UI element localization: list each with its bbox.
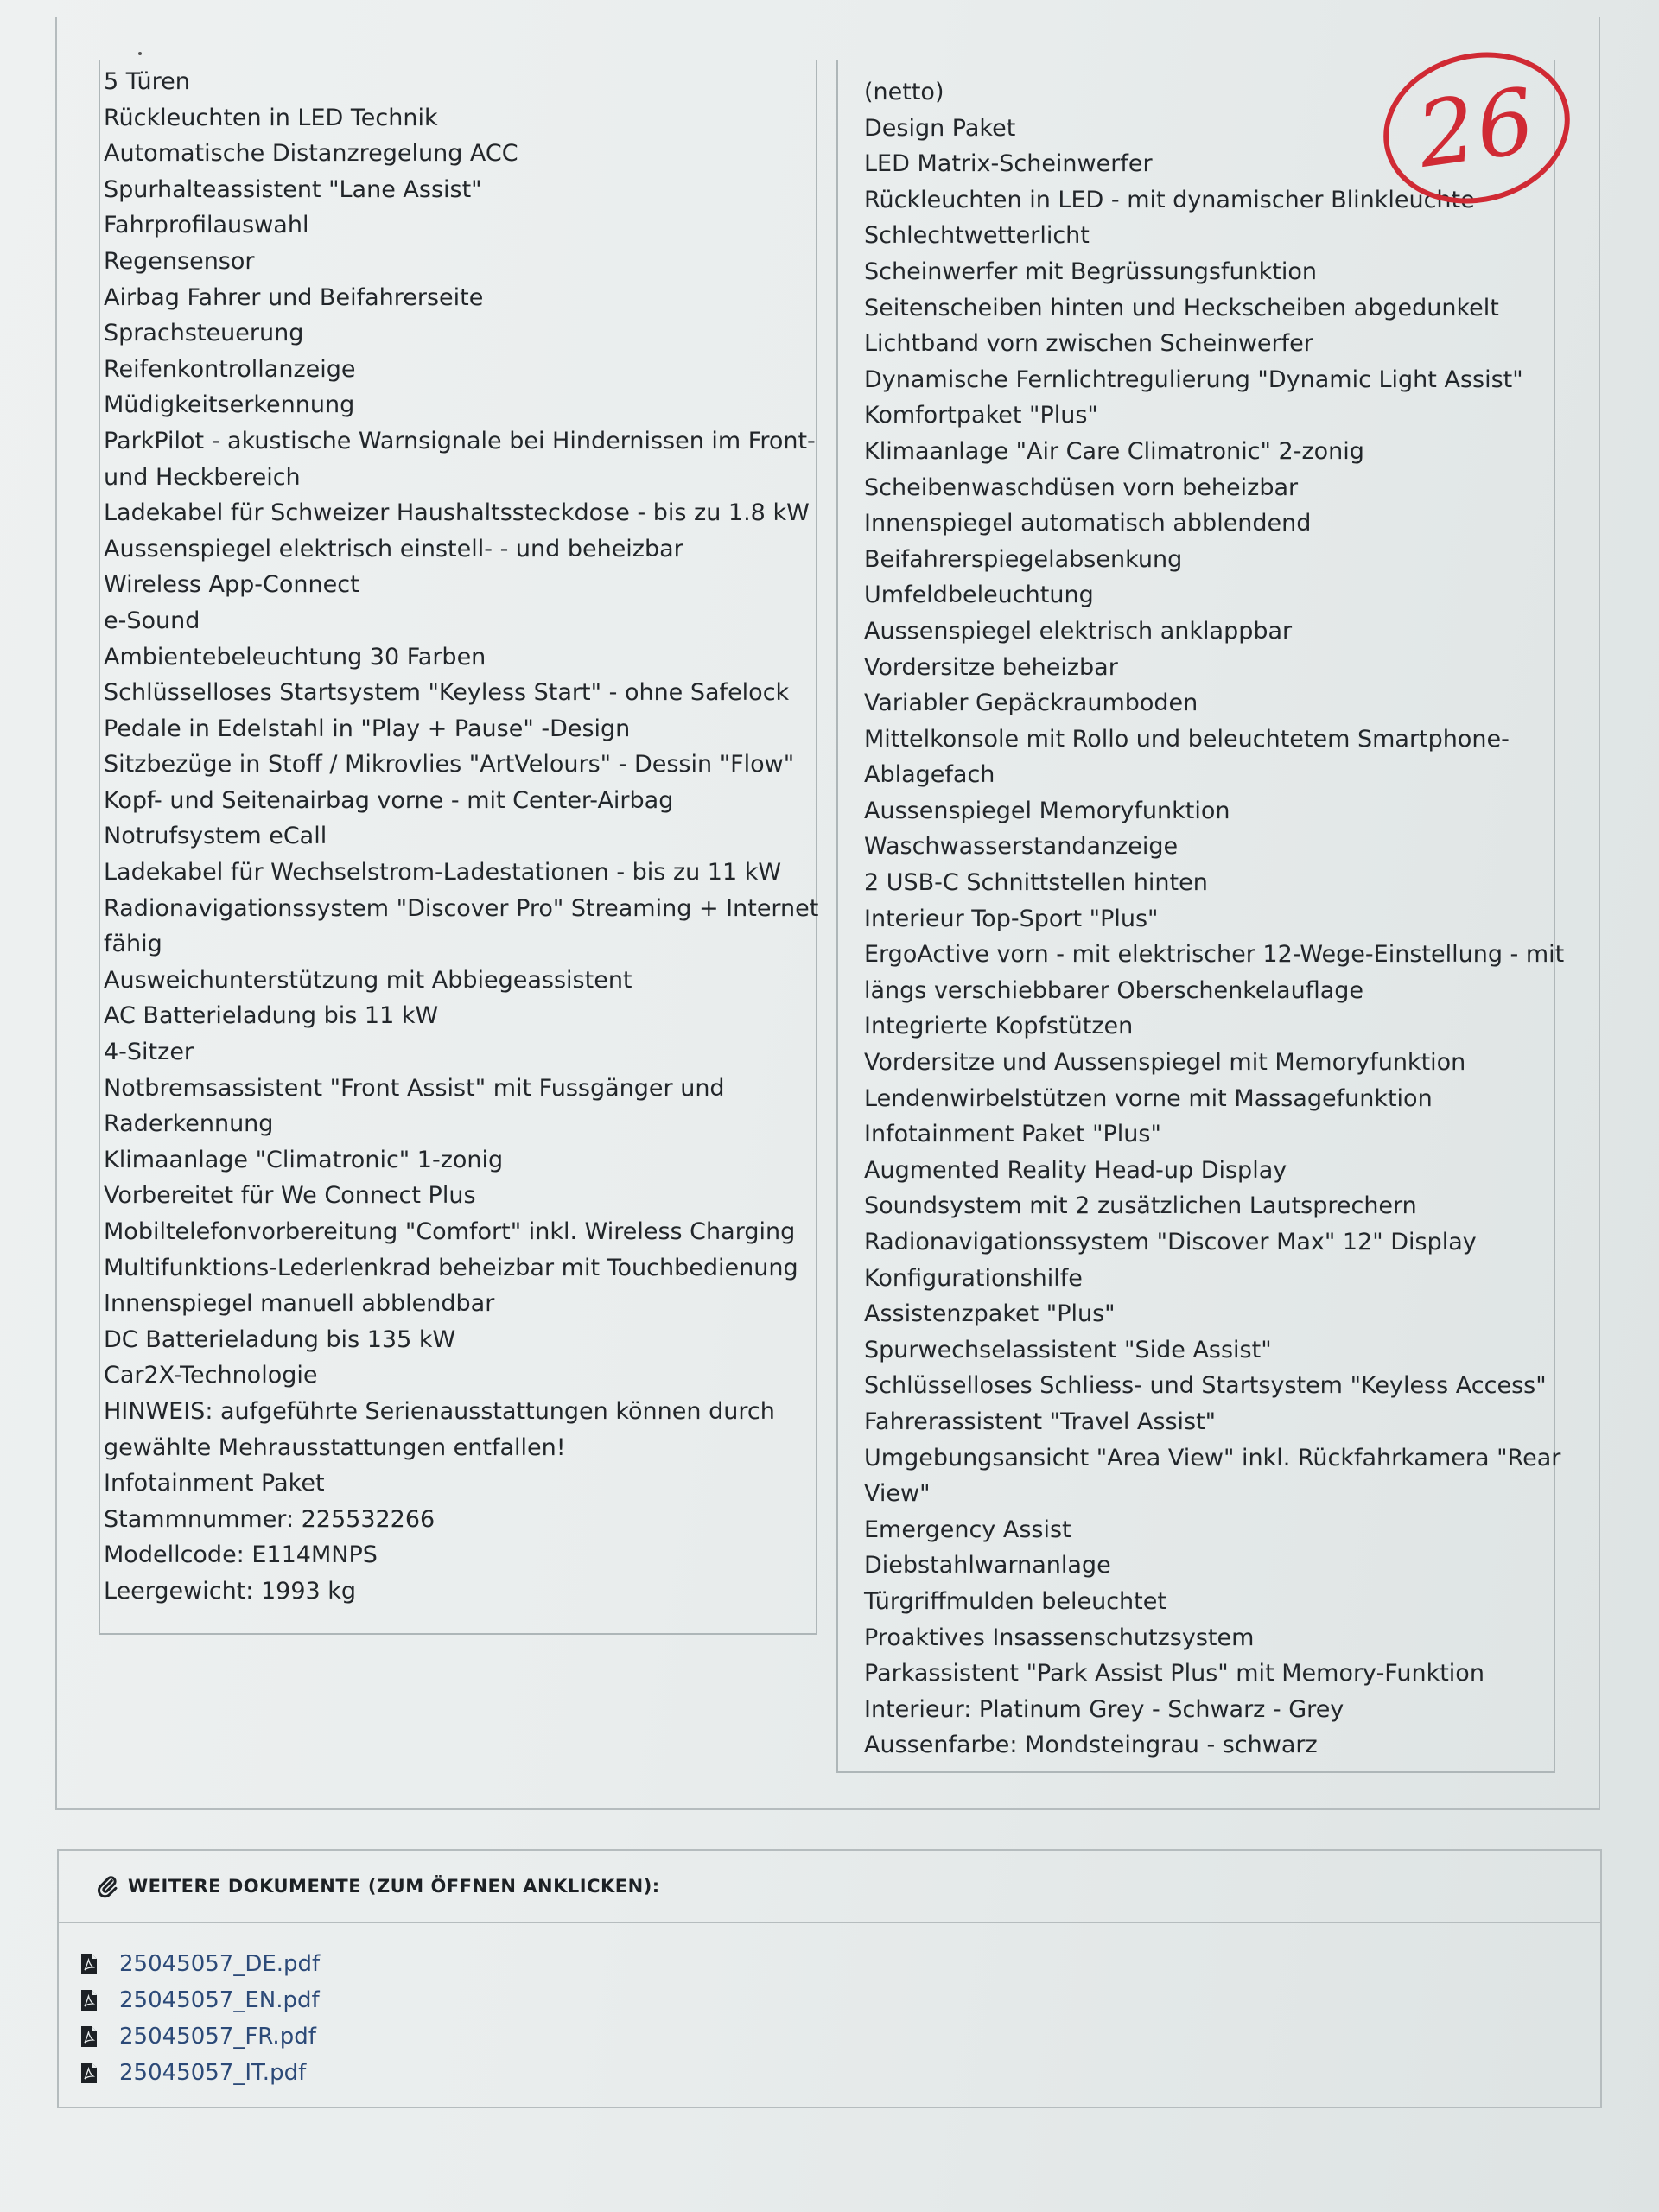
equipment-item: Ablagefach — [864, 761, 995, 789]
equipment-item: Schlüsselloses Startsystem "Keyless Start" - ohne Safelock — [104, 679, 790, 707]
equipment-item: LED Matrix-Scheinwerfer — [864, 150, 1153, 178]
documents-title: WEITERE DOKUMENTE (ZUM ÖFFNEN ANKLICKEN): — [128, 1876, 660, 1897]
equipment-item: Mobiltelefonvorbereitung "Comfort" inkl. Wireless Charging — [104, 1218, 796, 1245]
equipment-item: Notrufsystem eCall — [104, 823, 327, 850]
equipment-item: Infotainment Paket "Plus" — [864, 1121, 1161, 1148]
equipment-item: Komfortpaket "Plus" — [864, 402, 1098, 429]
equipment-item: Müdigkeitserkennung — [104, 391, 355, 419]
equipment-item: Innenspiegel manuell abblendbar — [104, 1290, 495, 1318]
equipment-item: Pedale in Edelstahl in "Play + Pause" -Design — [104, 715, 631, 742]
equipment-item: Vordersitze beheizbar — [864, 653, 1118, 681]
equipment-item: HINWEIS: aufgeführte Serienausstattungen können durch — [104, 1397, 775, 1425]
equipment-item: Aussenfarbe: Mondsteingrau - schwarz — [864, 1732, 1318, 1759]
equipment-item: Beifahrerspiegelabsenkung — [864, 545, 1183, 573]
equipment-item: Lichtband vorn zwischen Scheinwerfer — [864, 330, 1313, 358]
equipment-item: Fahrprofilauswahl — [104, 212, 309, 239]
equipment-item: Aussenspiegel elektrisch einstell- - und beheizbar — [104, 535, 683, 563]
document-item — [79, 1982, 1600, 2018]
equipment-item: Diebstahlwarnanlage — [864, 1552, 1111, 1580]
equipment-item: Ladekabel für Wechselstrom-Ladestationen - bis zu 11 kW — [104, 859, 782, 887]
equipment-item: AC Batterieladung bis 11 kW — [104, 1002, 439, 1030]
equipment-item: Dynamische Fernlichtregulierung "Dynamic Light Assist" — [864, 365, 1523, 393]
standard-equipment-list — [100, 64, 819, 1610]
equipment-item: DC Batterieladung bis 135 kW — [104, 1325, 456, 1353]
document-item — [79, 1946, 1600, 1982]
document-link[interactable]: 25045057_EN.pdf — [119, 1987, 320, 2013]
equipment-item: Schlüsselloses Schliess- und Startsystem "Keyless Access" — [864, 1372, 1547, 1400]
equipment-item: 2 USB-C Schnittstellen hinten — [864, 869, 1208, 897]
equipment-item: Stammnummer: 225532266 — [104, 1505, 435, 1533]
equipment-item: Infotainment Paket — [104, 1470, 325, 1497]
equipment-item: Innenspiegel automatisch abblendend — [864, 510, 1312, 537]
equipment-item: Sprachsteuerung — [104, 320, 304, 347]
standard-equipment-column — [99, 60, 817, 1635]
equipment-item: Konfigurationshilfe — [864, 1264, 1083, 1292]
equipment-item: Interieur: Platinum Grey - Schwarz - Grey — [864, 1695, 1344, 1723]
equipment-item: Soundsystem mit 2 zusätzlichen Lautsprechern — [864, 1192, 1417, 1220]
equipment-item: Fahrerassistent "Travel Assist" — [864, 1408, 1217, 1435]
equipment-item: Raderkennung — [104, 1110, 274, 1138]
document-item — [79, 2055, 1600, 2091]
equipment-item: Umfeldbeleuchtung — [864, 582, 1094, 609]
equipment-item: Klimaanlage "Air Care Climatronic" 2-zonig — [864, 437, 1364, 465]
equipment-item: Seitenscheiben hinten und Heckscheiben abgedunkelt — [864, 294, 1499, 321]
document-link[interactable]: 25045057_FR.pdf — [119, 2024, 316, 2050]
equipment-item: Klimaanlage "Climatronic" 1-zonig — [104, 1146, 504, 1173]
equipment-item: Emergency Assist — [864, 1516, 1071, 1543]
equipment-item: e-Sound — [104, 607, 200, 634]
equipment-item: Leergewicht: 1993 kg — [104, 1577, 357, 1605]
equipment-item: ParkPilot - akustische Warnsignale bei Hindernissen im Front- — [104, 427, 816, 454]
optional-equipment-column — [836, 60, 1565, 1773]
equipment-item: Car2X-Technologie — [104, 1362, 318, 1389]
equipment-item: gewählte Mehrausstattungen entfallen! — [104, 1433, 566, 1461]
equipment-item: Assistenzpaket "Plus" — [864, 1300, 1116, 1328]
pdf-file-icon — [79, 2025, 99, 2048]
equipment-item: 4-Sitzer — [104, 1039, 194, 1066]
pdf-file-icon — [79, 2062, 99, 2084]
equipment-item: Airbag Fahrer und Beifahrerseite — [104, 283, 484, 311]
equipment-item: Interieur Top-Sport "Plus" — [864, 905, 1159, 932]
pdf-file-icon — [79, 1953, 99, 1975]
equipment-item: Sitzbezüge in Stoff / Mikrovlies "ArtVelours" - Dessin "Flow" — [104, 751, 795, 779]
further-documents-panel — [57, 1849, 1602, 2108]
equipment-item: längs verschiebbarer Oberschenkelauflage — [864, 976, 1363, 1004]
equipment-item: Modellcode: E114MNPS — [104, 1541, 378, 1569]
equipment-item: ErgoActive vorn - mit elektrischer 12-Wege-Einstellung - mit — [864, 941, 1565, 969]
equipment-item: Radionavigationssystem "Discover Max" 12" Display — [864, 1229, 1477, 1255]
equipment-item: Vordersitze und Aussenspiegel mit Memoryfunktion — [864, 1049, 1466, 1077]
equipment-item: und Heckbereich — [104, 463, 301, 491]
equipment-item: Spurwechselassistent "Side Assist" — [864, 1336, 1272, 1363]
equipment-item: fähig — [104, 931, 162, 958]
document-link[interactable]: 25045057_IT.pdf — [119, 2060, 307, 2086]
equipment-item: Scheibenwaschdüsen vorn beheizbar — [864, 474, 1299, 501]
equipment-item: View" — [864, 1480, 931, 1508]
equipment-item: Mittelkonsole mit Rollo und beleuchtetem Smartphone- — [864, 725, 1510, 753]
equipment-item: Schlechtwetterlicht — [864, 222, 1090, 250]
equipment-item: (netto) — [864, 79, 944, 105]
documents-list — [59, 1923, 1600, 2091]
optional-equipment-list — [838, 74, 1565, 1764]
equipment-item: Automatische Distanzregelung ACC — [104, 140, 518, 168]
equipment-item: Spurhalteassistent "Lane Assist" — [104, 175, 482, 203]
equipment-item: Augmented Reality Head-up Display — [864, 1156, 1287, 1184]
equipment-item: Design Paket — [864, 114, 1016, 142]
equipment-item: Proaktives Insassenschutzsystem — [864, 1624, 1255, 1651]
equipment-item: Regensensor — [104, 247, 255, 275]
equipment-item: 5 Türen — [104, 68, 190, 95]
equipment-item: Aussenspiegel elektrisch anklappbar — [864, 617, 1293, 645]
pdf-file-icon — [79, 1989, 99, 2012]
equipment-item: Scheinwerfer mit Begrüssungsfunktion — [864, 257, 1318, 285]
equipment-item: Kopf- und Seitenairbag vorne - mit Center-Airbag — [104, 786, 674, 814]
equipment-item: Umgebungsansicht "Area View" inkl. Rückfahrkamera "Rear — [864, 1444, 1561, 1471]
equipment-item: Notbremsassistent "Front Assist" mit Fussgänger und — [104, 1074, 725, 1102]
equipment-item: Ausweichunterstützung mit Abbiegeassistent — [104, 966, 632, 994]
equipment-item: Lendenwirbelstützen vorne mit Massagefunktion — [864, 1084, 1433, 1112]
equipment-item: Ladekabel für Schweizer Haushaltssteckdose - bis zu 1.8 kW — [104, 499, 810, 527]
documents-header — [59, 1851, 1600, 1923]
stamp-number: 26 — [1411, 67, 1542, 188]
equipment-item: Wireless App-Connect — [104, 571, 359, 599]
paperclip-icon — [95, 1874, 119, 1898]
equipment-item: Integrierte Kopfstützen — [864, 1013, 1134, 1040]
equipment-item: Variabler Gepäckraumboden — [864, 690, 1198, 717]
equipment-item: Radionavigationssystem "Discover Pro" Streaming + Internet — [104, 894, 819, 922]
equipment-item: Parkassistent "Park Assist Plus" mit Memory-Funktion — [864, 1660, 1484, 1688]
equipment-item: Türgriffmulden beleuchtet — [864, 1587, 1166, 1615]
equipment-item: Ambientebeleuchtung 30 Farben — [104, 643, 486, 671]
equipment-item: Waschwasserstandanzeige — [864, 833, 1179, 861]
document-item — [79, 2018, 1600, 2055]
equipment-item: Reifenkontrollanzeige — [104, 355, 356, 383]
equipment-item: Rückleuchten in LED Technik — [104, 104, 438, 131]
equipment-item: Multifunktions-Lederlenkrad beheizbar mit Touchbedienung — [104, 1254, 798, 1281]
ink-dot — [138, 52, 142, 55]
equipment-item: Aussenspiegel Memoryfunktion — [864, 797, 1230, 824]
document-link[interactable]: 25045057_DE.pdf — [119, 1951, 321, 1977]
equipment-item: Vorbereitet für We Connect Plus — [104, 1182, 476, 1210]
equipment-item: Rückleuchten in LED - mit dynamischer Blinkleuchte — [864, 186, 1475, 213]
